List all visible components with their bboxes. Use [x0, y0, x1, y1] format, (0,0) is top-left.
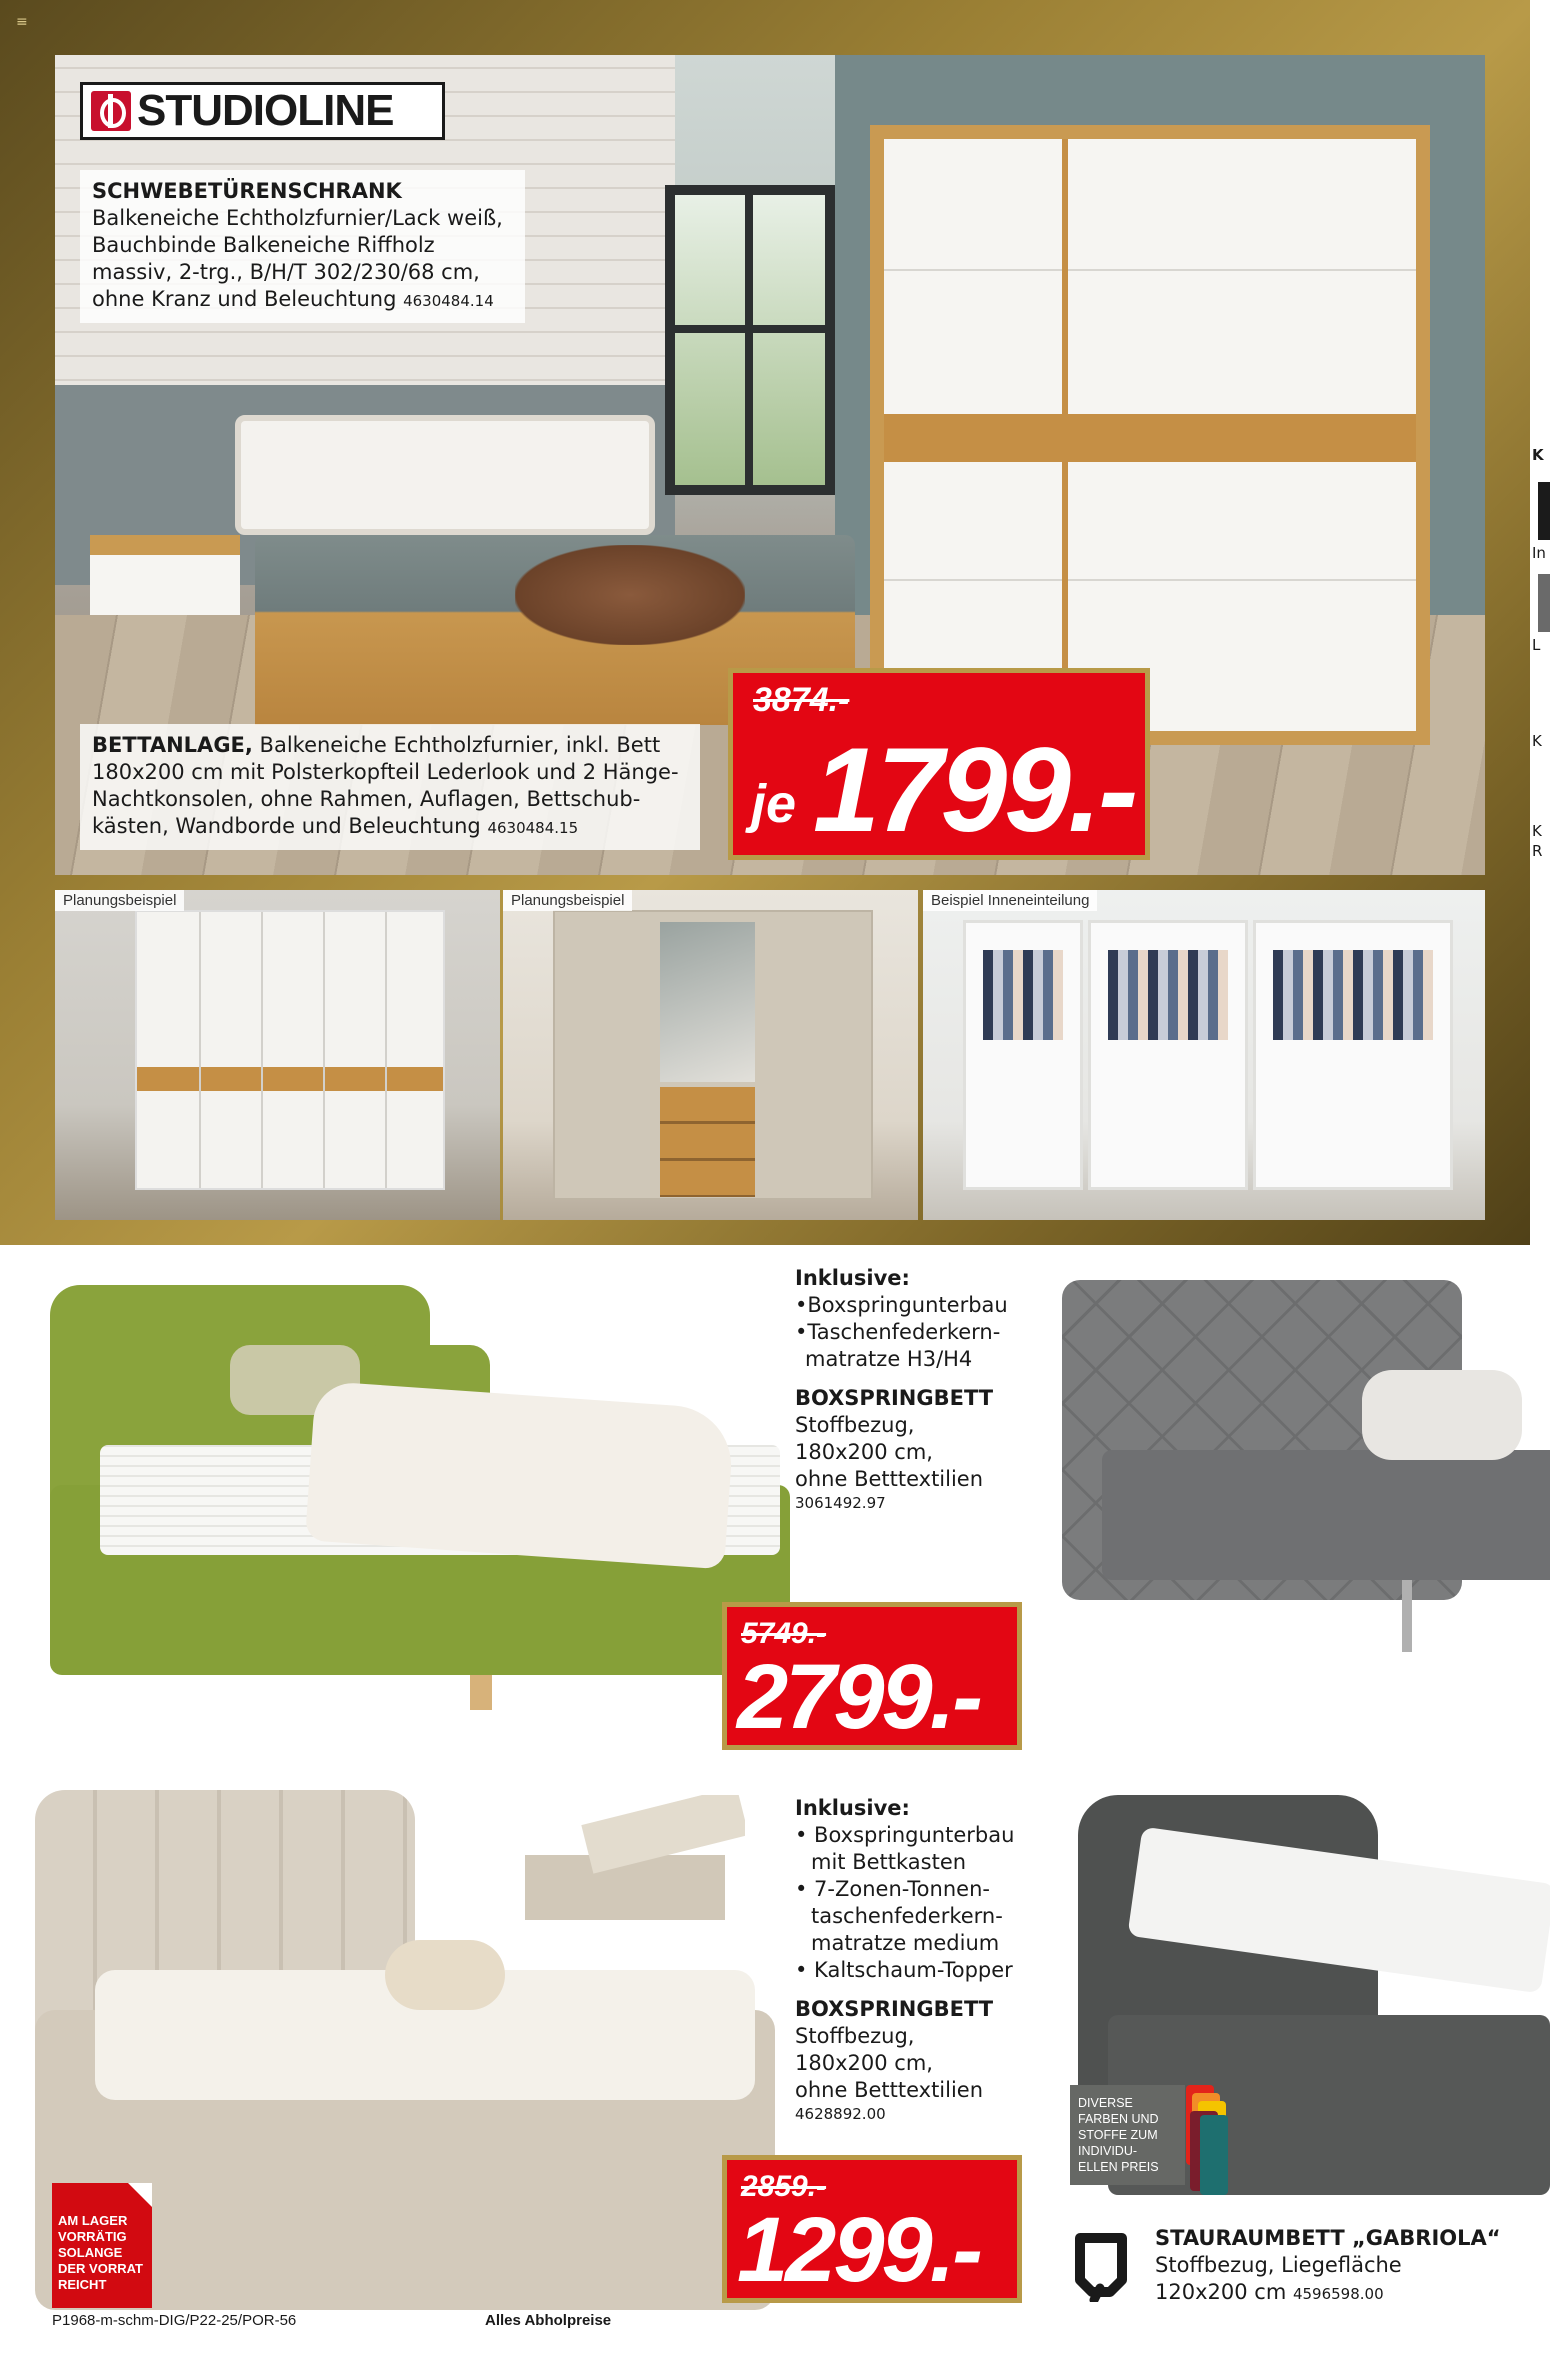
- inclusive-item: •Boxspringunterbau: [795, 1293, 1008, 1317]
- edge-text: K: [1532, 822, 1542, 840]
- inclusive-item: matratze H3/H4: [805, 1347, 973, 1371]
- bed-leg: [1402, 1580, 1412, 1652]
- window: [665, 185, 835, 495]
- bed-base: [1102, 1450, 1550, 1580]
- menu-icon[interactable]: ≡: [16, 14, 28, 30]
- beige-wardrobe: [553, 910, 873, 1200]
- edge-text: L: [1532, 636, 1541, 654]
- swatch: [1200, 2115, 1228, 2195]
- green-boxspring-bed-image: [30, 1285, 790, 1715]
- white-wardrobe: [135, 910, 445, 1190]
- wardrobe-oak-band: [884, 414, 1416, 462]
- grey-boxspring-bed-image: [1062, 1280, 1550, 1660]
- edge-image-fragment: [1538, 482, 1550, 540]
- product1-description: [795, 1265, 1055, 1513]
- edge-text: K: [1532, 446, 1544, 464]
- bed-title: BETTANLAGE,: [92, 733, 253, 757]
- badge-line: INDIVIDU-: [1078, 2144, 1138, 2158]
- wardrobe-line: ohne Kranz und Beleuchtung: [92, 287, 397, 311]
- wardrobe-line: Bauchbinde Balkeneiche Riffholz: [92, 233, 435, 257]
- pillow: [385, 1940, 505, 2010]
- brand-name: STUDIOLINE: [137, 86, 394, 135]
- badge-line: STOFFE ZUM: [1078, 2128, 1158, 2142]
- new-price: 1799.-: [813, 723, 1136, 857]
- planning-caption: Planungsbeispiel: [503, 890, 632, 911]
- article-number: 3061492.97: [795, 1494, 886, 1512]
- wardrobe-door-split: [1062, 139, 1068, 731]
- planning-caption: Planungsbeispiel: [55, 890, 184, 911]
- badge-line: DER VORRAT: [58, 2261, 143, 2276]
- interior-example: [923, 890, 1485, 1220]
- blanket: [305, 1381, 735, 1570]
- door-line: [261, 912, 263, 1188]
- new-price: 1299.-: [737, 2199, 980, 2301]
- oak-drawers: [660, 1087, 755, 1197]
- wardrobe-panel-line: [884, 269, 1416, 271]
- diverse-colors-badge: [1070, 2085, 1185, 2185]
- badge-line: REICHT: [58, 2277, 107, 2292]
- inclusive-item: matratze medium: [811, 1931, 1000, 1955]
- product-line: Stoffbezug, Liegefläche: [1155, 2253, 1402, 2277]
- hanging-clothes: [983, 950, 1063, 1040]
- product-line: Stoffbezug,: [795, 1413, 915, 1437]
- product-line: 180x200 cm,: [795, 1440, 933, 1464]
- door-line: [385, 912, 387, 1188]
- old-price: 2859.-: [741, 2170, 827, 2203]
- bed-line: 180x200 cm mit Polsterkopfteil Lederlook und 2 Hänge-: [92, 760, 679, 784]
- bed-line: kästen, Wandborde und Beleuchtung: [92, 814, 481, 838]
- product-title: BOXSPRINGBETT: [795, 1997, 994, 2021]
- studioline-logo: [80, 82, 445, 140]
- old-price: 5749.-: [741, 1617, 827, 1650]
- mirror-door: [660, 922, 755, 1082]
- badge-line: AM LAGER: [58, 2213, 128, 2228]
- product-line: 180x200 cm,: [795, 2051, 933, 2075]
- product-title: BOXSPRINGBETT: [795, 1386, 994, 1410]
- product-line: 120x200 cm: [1155, 2280, 1287, 2304]
- product1-price-tag: [722, 1602, 1022, 1750]
- oak-band: [137, 1067, 443, 1091]
- nightstand: [90, 535, 240, 615]
- product-line: ohne Betttextilien: [795, 2078, 984, 2102]
- inclusive-item: • 7-Zonen-Tonnen-: [795, 1877, 990, 1901]
- product2-price-tag: [722, 2155, 1022, 2303]
- inclusive-item: • Boxspringunterbau: [795, 1823, 1015, 1847]
- bed-headboard: [235, 415, 655, 535]
- product-line: ohne Betttextilien: [795, 1467, 984, 1491]
- inclusive-item: •Taschenfederkern-: [795, 1320, 1001, 1344]
- fur-throw: [515, 545, 745, 645]
- edge-text: K: [1532, 732, 1542, 750]
- product-line: Stoffbezug,: [795, 2024, 915, 2048]
- door-line: [323, 912, 325, 1188]
- bed-article-number: 4630484.15: [487, 819, 579, 837]
- hero-price-tag: [728, 668, 1150, 860]
- planning-caption: Beispiel Inneneinteilung: [923, 890, 1097, 911]
- edge-image-fragment: [1538, 574, 1550, 632]
- sliding-door-wardrobe: [870, 125, 1430, 745]
- inclusive-item: mit Bettkasten: [811, 1850, 967, 1874]
- wardrobe-panel-line: [884, 579, 1416, 581]
- bed-line: Nachtkonsolen, ohne Rahmen, Auflagen, Bettschub-: [92, 787, 641, 811]
- wardrobe-line: Balkeneiche Echtholzfurnier/Lack weiß,: [92, 206, 503, 230]
- planning-example-1: [55, 890, 500, 1220]
- article-number: 4628892.00: [795, 2105, 886, 2123]
- fabric-swatches-icon: [1186, 2085, 1232, 2195]
- wardrobe-line: massiv, 2-trg., B/H/T 302/230/68 cm,: [92, 260, 480, 284]
- wardrobe-description: [80, 170, 525, 323]
- pillow: [1362, 1370, 1522, 1460]
- wardrobe-article-number: 4630484.14: [403, 292, 494, 310]
- in-stock-badge: [52, 2183, 152, 2308]
- article-number: 4596598.00: [1292, 2285, 1384, 2303]
- badge-line: DIVERSE: [1078, 2096, 1133, 2110]
- studioline-logo-icon: [91, 91, 131, 131]
- inclusive-heading: Inklusive:: [795, 1266, 910, 1290]
- planning-example-2: [503, 890, 918, 1220]
- inclusive-item: taschenfederkern-: [811, 1904, 1003, 1928]
- product3-description: [1155, 2225, 1550, 2306]
- badge-line: VORRÄTIG: [58, 2229, 127, 2244]
- footer-note: Alles Abholpreise: [485, 2312, 612, 2329]
- edge-text: In: [1532, 544, 1546, 562]
- badge-line: ELLEN PREIS: [1078, 2160, 1159, 2174]
- footer-code: P1968-m-schm-DIG/P22-25/POR-56: [52, 2312, 297, 2329]
- badge-line: SOLANGE: [58, 2245, 123, 2260]
- badge-line: FARBEN UND: [1078, 2112, 1159, 2126]
- hanging-clothes: [1273, 950, 1433, 1040]
- bed-line: Balkeneiche Echtholzfurnier, inkl. Bett: [252, 733, 661, 757]
- brand-q-logo-icon: [1070, 2230, 1132, 2302]
- bed-leg: [470, 1675, 492, 1710]
- price-prefix: je: [751, 774, 797, 834]
- old-price: 3874.-: [753, 681, 850, 719]
- bed-description: [80, 724, 700, 850]
- inclusive-item: • Kaltschaum-Topper: [795, 1958, 1013, 1982]
- edge-text: R: [1532, 842, 1543, 860]
- hanging-clothes: [1108, 950, 1228, 1040]
- product2-description: [795, 1795, 1055, 2124]
- new-price: 2799.-: [737, 1646, 980, 1748]
- door-line: [199, 912, 201, 1188]
- storage-bed-open-image: [525, 1795, 745, 1925]
- inclusive-heading: Inklusive:: [795, 1796, 910, 1820]
- wardrobe-title: SCHWEBETÜRENSCHRANK: [92, 179, 402, 203]
- product-title: STAURAUMBETT „GABRIOLA“: [1155, 2226, 1501, 2250]
